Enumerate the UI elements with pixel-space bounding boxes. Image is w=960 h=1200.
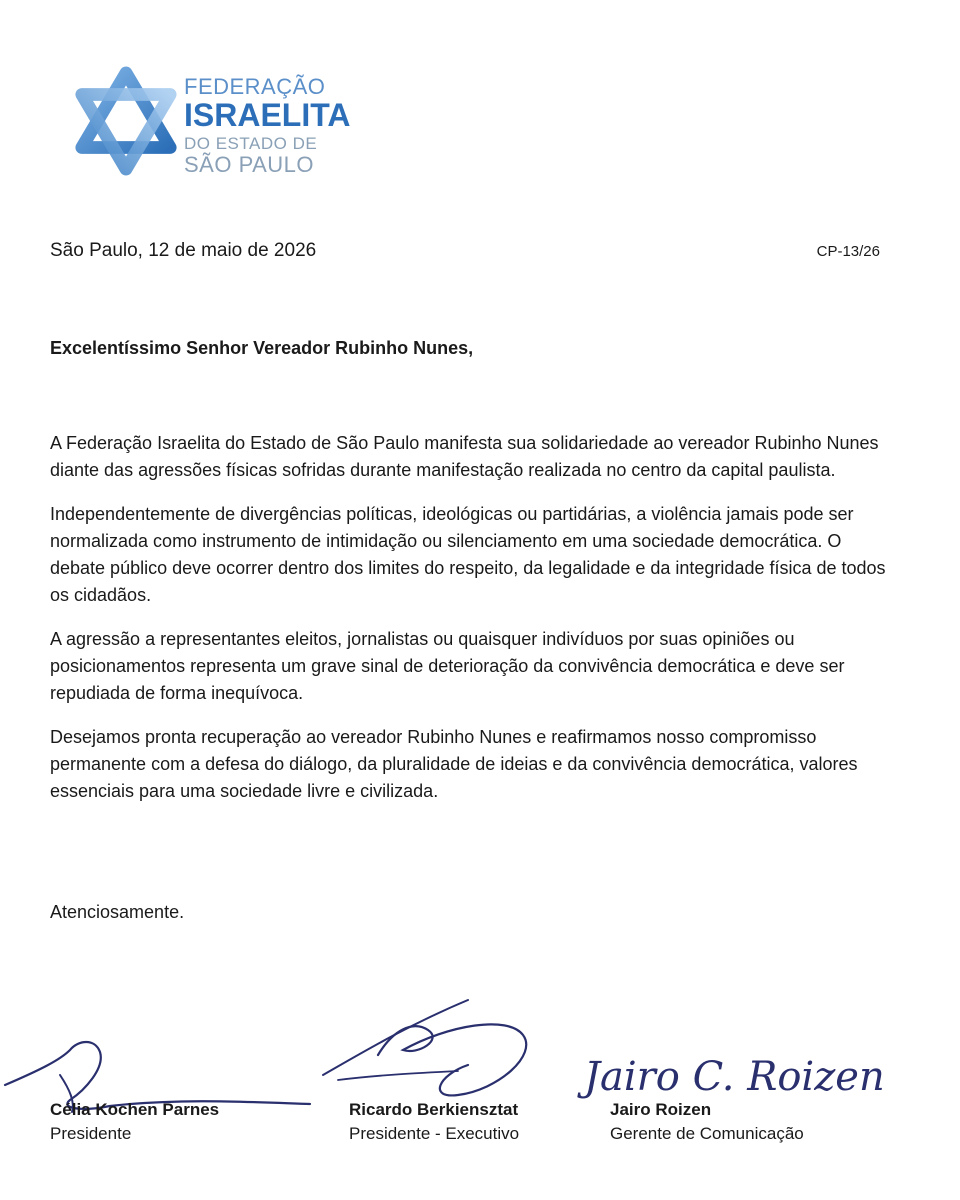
letter-salutation: Excelentíssimo Senhor Vereador Rubinho Nunes,	[50, 338, 474, 358]
paragraph: Desejamos pronta recuperação ao vereador Rubinho Nunes e reafirmamos nosso compromisso permanente com a defesa do diálogo, da pluralidade de ideias e da convivência democrática, valores essenciais para uma sociedade livre e civilizada.	[50, 727, 858, 801]
letter-closing: Atenciosamente.	[50, 902, 185, 922]
logo-line-2: ISRAELITA	[184, 97, 351, 133]
logo-line-1: FEDERAÇÃO	[184, 74, 326, 99]
signature-block-communication-manager	[610, 1098, 804, 1146]
signer-name: Ricardo Berkiensztat	[349, 1100, 519, 1119]
signature-block-president	[50, 1098, 219, 1146]
letter-reference: CP-13/26	[816, 243, 880, 260]
signer-role: Gerente de Comunicação	[610, 1124, 804, 1143]
star-of-david-logo-icon	[72, 66, 180, 176]
paragraph: A agressão a representantes eleitos, jornalistas ou quaisquer indivíduos por suas opiniões ou posicionamentos representa um grave sinal de deterioração da convivência democrática e deve ser repudiada de forma inequívoca.	[50, 629, 845, 703]
paragraph: Independentemente de divergências políticas, ideológicas ou partidárias, a violência jamais pode ser normalizada como instrumento de intimidação ou silenciamento em uma sociedade democrática. O debate público deve ocorrer dentro dos limites do respeito, da legalidade e da integridade física de todos os cidadãos.	[50, 504, 886, 605]
signature-block-executive-president	[349, 1098, 519, 1146]
letter-date: São Paulo, 12 de maio de 2026	[50, 240, 317, 261]
signature-scribble-ricardo	[318, 995, 548, 1105]
signer-role: Presidente - Executivo	[349, 1124, 520, 1143]
signer-role: Presidente	[50, 1124, 132, 1143]
handwritten-signature-text: Jairo C. Roizen	[584, 1054, 885, 1100]
logo-line-3: DO ESTADO DE	[184, 134, 318, 153]
signer-name: Célia Kochen Parnes	[50, 1100, 220, 1119]
federation-logo	[72, 66, 372, 176]
letter-body	[50, 430, 890, 822]
signer-name: Jairo Roizen	[610, 1100, 712, 1119]
logo-wordmark	[184, 76, 351, 176]
paragraph: A Federação Israelita do Estado de São Paulo manifesta sua solidariedade ao vereador Rubinho Nunes diante das agressões físicas sofridas durante manifestação realizada no centro da capital paulista.	[50, 433, 879, 480]
logo-line-4: SÃO PAULO	[184, 152, 315, 177]
